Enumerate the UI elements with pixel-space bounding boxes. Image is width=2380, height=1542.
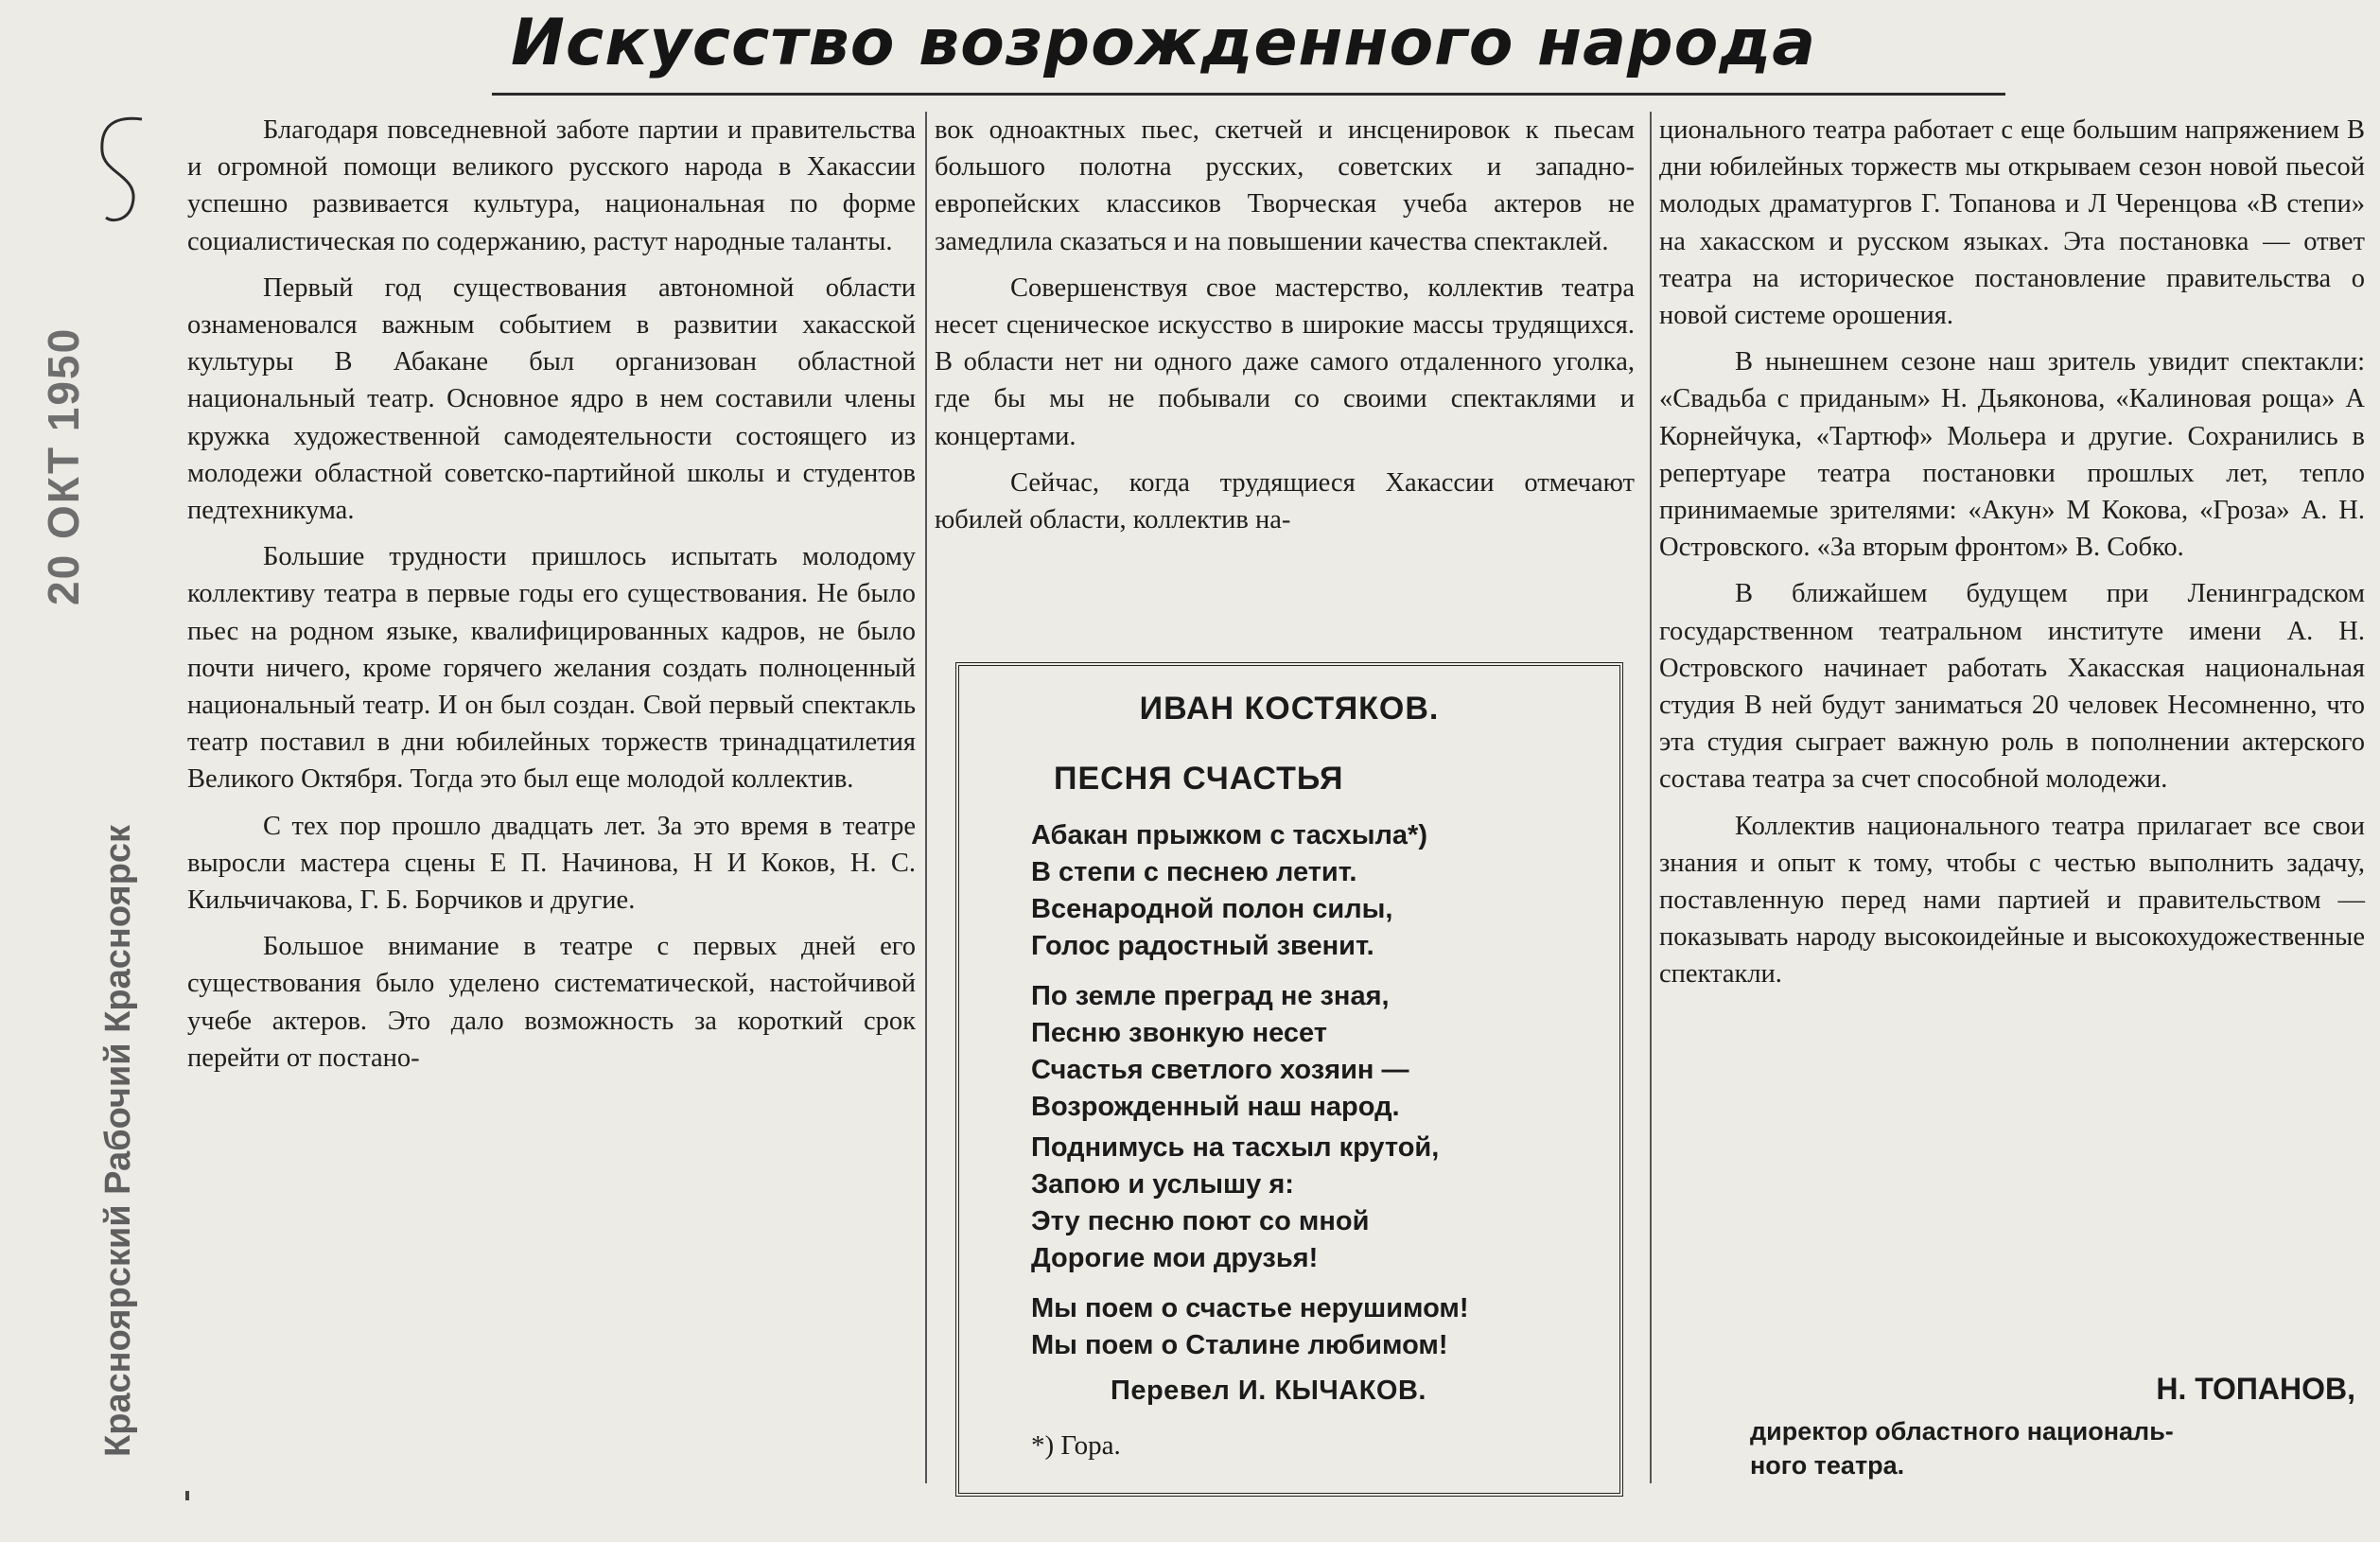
poem-line: Дорогие мои друзья! xyxy=(1031,1243,1319,1273)
poem-line: Мы поем о Сталине любимом! xyxy=(1031,1330,1448,1360)
poem-line: Возрожденный наш народ. xyxy=(1031,1092,1400,1122)
poem-line: В степи с песнею летит. xyxy=(1031,857,1357,887)
poem-line: По земле преград не зная, xyxy=(1031,981,1390,1011)
poem-line: Голос радостный звенит. xyxy=(1031,931,1374,961)
paragraph: Большое внимание в театре с первых дней его существования было уделено систематической, настойчивой учебе актеров. Это дало возможность за короткий срок перейти от постано- xyxy=(187,932,916,1073)
poem-footnote: *) Гора. xyxy=(1031,1430,1121,1461)
article-column-1 xyxy=(187,112,916,1483)
paragraph: Сейчас, когда трудящиеся Хакассии отмечают юбилей области, коллектив на- xyxy=(935,467,1635,535)
paragraph: Большие трудности пришлось испытать молодому коллективу театра в первые годы его существования. Не было пьес на родном языке, квалифицированных кадров, не было почти ничего, кроме горячего желания создать полноценный национальный театр. И он был создан. Свой первый спектакль театр поставил в дни юбилейных торжеств тринадцатилетия Великого Октября. Тогда это был еще молодой коллектив. xyxy=(187,542,916,795)
paragraph: В ближайшем будущем при Ленинградском государственном театральном институте имени А. Н. Островского начинает работать Хакасская национальная студия В ней будут заниматься 20 человек Несомненно, что эта студия сыграет важную роль в пополнении актерского состава театра за счет способной молодежи. xyxy=(1659,579,2365,795)
author-role xyxy=(1750,1414,2318,1482)
column-divider xyxy=(925,112,927,1483)
author-role-line: директор областного националь- xyxy=(1750,1417,2174,1446)
paragraph: Первый год существования автономной области ознаменовался важным событием в развитии хакасской культуры В Абакане был организован областной национальный театр. Основное ядро в нем составили члены кружка художественной самодеятельности состоящего из молодежи областной советско-партийной школы и студентов педтехникума. xyxy=(187,272,916,526)
edge-mark xyxy=(185,1491,189,1500)
poem-line: Всенародной полон силы, xyxy=(1031,894,1393,924)
poem-line: Поднимусь на тасхыл крутой, xyxy=(1031,1132,1440,1163)
source-stamp-text: Красноярский Рабочий Красноярск xyxy=(98,824,138,1457)
article-headline: Искусство возрожденного народа xyxy=(511,6,1817,80)
poem-line: Эту песню поют со мной xyxy=(1031,1206,1370,1236)
poem-box xyxy=(955,662,1623,1497)
paragraph: Благодаря повседневной заботе партии и правительства и огромной помощи великого русского народа в Хакассии успешно развивается культура, национальная по форме социалистическая по содержанию, растут народные таланты. xyxy=(187,115,916,256)
column-divider xyxy=(1650,112,1652,1483)
headline-rule xyxy=(492,93,2005,96)
poem-stanza xyxy=(1031,978,1618,1126)
poem-stanza xyxy=(1031,817,1618,965)
poem-stanza xyxy=(1031,1290,1618,1364)
article-column-2 xyxy=(935,112,1635,641)
paragraph: ционального театра работает с еще большим напряжением В дни юбилейных торжеств мы открываем сезон новой пьесой молодых драматургов Г. Топанова и Л Черенцова «В степи» на хакасском и русском языках. Эта постановка — ответ театра на историческое постановление правительства о новой системе орошения. xyxy=(1659,115,2365,331)
author-signature: Н. ТОПАНОВ, xyxy=(2156,1372,2355,1406)
article-column-3 xyxy=(1659,112,2365,1483)
paragraph: Коллектив национального театра прилагает все свои знания и опыт к тому, чтобы с честью выполнить задачу, поставленную перед нами партией и правительством — показывать народу высокоидейные и высокохудожественные спектакли. xyxy=(1659,811,2365,990)
date-stamp-text: 20 ОКТ 1950 xyxy=(39,326,88,605)
paragraph: вок одноактных пьес, скетчей и инсценировок к пьесам большого полотна русских, советских и западно-европейских классиков Творческая учеба актеров не замедлила сказаться и на повышении качества спектаклей. xyxy=(935,115,1635,256)
poem-line: Запою и услышу я: xyxy=(1031,1169,1294,1200)
poem-author: ИВАН КОСТЯКОВ. xyxy=(1139,691,1440,727)
poem-title: ПЕСНЯ СЧАСТЬЯ xyxy=(1054,761,1344,797)
paragraph: Совершенствуя свое мастерство, коллектив театра несет сценическое искусство в широкие массы трудящихся. В области нет ни одного даже самого отдаленного уголка, где бы мы не побывали со своими спектаклями и концертами. xyxy=(935,272,1635,451)
poem-stanza xyxy=(1031,1130,1618,1277)
poem-line: Песню звонкую несет xyxy=(1031,1018,1327,1048)
poem-translator: Перевел И. КЫЧАКОВ. xyxy=(1111,1376,1426,1406)
paragraph: В нынешнем сезоне наш зритель увидит спектакли: «Свадьба с приданым» Н. Дьяконова, «Калиновая роща» А Корнейчука, «Тартюф» Мольера и другие. Сохранились в репертуаре театра постановки прошлых лет, тепло принимаемые зрителями: «Акун» М Кокова, «Гроза» А. Н. Островского. «За вторым фронтом» В. Собко. xyxy=(1659,347,2365,563)
author-role-line: ного театра. xyxy=(1750,1451,1905,1480)
poem-line: Абакан прыжком с тасхыла*) xyxy=(1031,820,1427,850)
poem-line: Счастья светлого хозяин — xyxy=(1031,1055,1409,1085)
poem-line: Мы поем о счастье нерушимом! xyxy=(1031,1293,1469,1323)
paragraph: С тех пор прошло двадцать лет. За это время в театре выросли мастера сцены Е П. Начинова, Н И Коков, Н. С. Кильчичакова, Г. Б. Борчиков и другие. xyxy=(187,811,916,916)
pencil-scribble xyxy=(95,114,151,231)
